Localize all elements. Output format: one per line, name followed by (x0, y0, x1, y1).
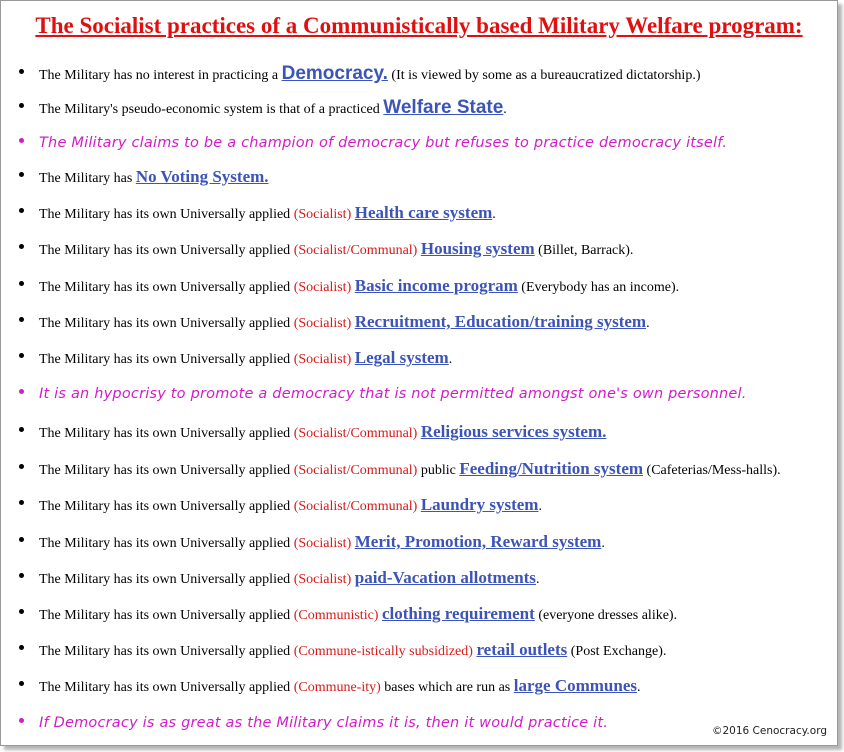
topic-link[interactable]: Recruitment, Education/training system (354, 312, 647, 331)
item-mid-text: bases which are run as (380, 680, 514, 695)
item-suffix: . (535, 572, 540, 587)
item-suffix: (Post Exchange). (567, 644, 667, 659)
item-prefix: The Military has its own Universally applied (39, 207, 294, 222)
item-suffix: . (646, 316, 650, 331)
item-suffix: . (503, 102, 507, 117)
item-prefix: The Military has its own Universally applied (39, 316, 294, 331)
item-prefix: The Military has its own Universally applied (39, 644, 294, 659)
item-mid-text: public (417, 463, 460, 478)
item-prefix: The Military has (39, 171, 136, 186)
category-label: (Commune-ity) (293, 680, 381, 695)
item-suffix: . (448, 352, 453, 367)
bullet-icon (19, 681, 24, 686)
list-item-text (39, 640, 666, 662)
item-prefix: The Military's pseudo-economic system is that of a practiced (39, 102, 384, 117)
item-suffix: (everyone dresses alike). (534, 608, 678, 623)
item-suffix: . (538, 499, 542, 514)
item-suffix: (It is viewed by some as a bureaucratized dictatorship.) (387, 68, 701, 83)
category-label: (Communistic) (293, 608, 379, 623)
list-item-text (39, 532, 605, 554)
item-suffix: (Everybody has an income). (517, 280, 680, 295)
bullet-icon (19, 244, 24, 249)
item-prefix: The Military has its own Universally applied (39, 352, 294, 367)
statement-text: If Democracy is as great as the Military claims it is, then it would practice it. (39, 715, 609, 731)
topic-link[interactable]: Merit, Promotion, Reward system (354, 532, 602, 551)
item-prefix: The Military has its own Universally applied (39, 463, 294, 478)
topic-link[interactable]: Health care system (354, 203, 493, 222)
item-prefix: The Military has its own Universally applied (39, 608, 294, 623)
list-item-text (39, 203, 496, 225)
list-item-text (39, 459, 781, 481)
item-prefix: The Military has its own Universally applied (39, 243, 294, 258)
item-prefix: The Military has no interest in practicing a (39, 68, 282, 83)
list-item-text (39, 167, 269, 189)
item-suffix: . (492, 207, 496, 222)
item-prefix: The Military has its own Universally applied (39, 280, 294, 295)
bullet-icon (19, 317, 24, 322)
bullet-icon (19, 537, 24, 542)
bullet-icon (19, 208, 24, 213)
list-item-text (39, 133, 727, 153)
item-prefix: The Military has its own Universally applied (39, 536, 294, 551)
bullet-icon (19, 464, 24, 469)
bullet-icon (19, 573, 24, 578)
list-item-text (39, 312, 650, 334)
statement-text: The Military claims to be a champion of democracy but refuses to practice democracy itself. (39, 135, 728, 151)
topic-link[interactable]: Democracy. (281, 63, 388, 84)
list-item-text (39, 676, 640, 698)
list-item-text (39, 348, 452, 370)
topic-link[interactable]: Basic income program (354, 276, 518, 295)
item-suffix: . (636, 680, 641, 695)
item-prefix: The Military has its own Universally applied (39, 499, 294, 514)
category-label: (Socialist) (293, 352, 352, 367)
list-item-text (39, 604, 677, 626)
topic-link[interactable]: Housing system (420, 239, 535, 258)
list-item-text (39, 64, 700, 86)
list-item-text (39, 276, 679, 298)
topic-link[interactable]: Welfare State (383, 97, 504, 118)
bullet-icon (19, 353, 24, 358)
item-suffix: (Billet, Barrack). (534, 243, 634, 258)
bullet-icon (19, 389, 24, 394)
item-suffix: . (601, 536, 605, 551)
topic-link[interactable]: paid-Vacation allotments (354, 568, 536, 587)
bullet-icon (19, 645, 24, 650)
category-label: (Socialist) (293, 207, 352, 222)
topic-link[interactable]: Legal system (354, 348, 449, 367)
list-item-text (39, 713, 608, 733)
topic-link[interactable]: retail outlets (476, 640, 568, 659)
category-label: (Socialist) (293, 572, 352, 587)
category-label: (Socialist/Communal) (293, 499, 418, 514)
copyright-footer: ©2016 Cenocracy.org (711, 725, 827, 737)
item-prefix: The Military has its own Universally applied (39, 572, 294, 587)
topic-link[interactable]: large Communes (513, 676, 637, 695)
bullet-icon (19, 427, 24, 432)
bullet-icon (19, 500, 24, 505)
category-label: (Socialist) (293, 280, 352, 295)
category-label: (Socialist/Communal) (293, 426, 418, 441)
page-title: The Socialist practices of a Communistically based Military Welfare program: (35, 13, 803, 38)
list-item-text (39, 239, 633, 261)
list-item-text (39, 422, 606, 444)
bullet-icon (19, 172, 24, 177)
topic-link[interactable]: No Voting System. (135, 167, 269, 186)
list-item-text (39, 495, 542, 517)
category-label: (Socialist) (293, 316, 352, 331)
category-label: (Socialist/Communal) (293, 463, 418, 478)
bullet-icon (19, 69, 24, 74)
category-label: (Socialist) (293, 536, 352, 551)
item-prefix: The Military has its own Universally applied (39, 426, 294, 441)
topic-link[interactable]: clothing requirement (381, 604, 535, 623)
statement-text: It is an hypocrisy to promote a democracy that is not permitted amongst one's own personnel. (39, 386, 747, 402)
list-item-text (39, 568, 539, 590)
topic-link[interactable]: Feeding/Nutrition system (459, 459, 644, 478)
bullet-icon (19, 281, 24, 286)
list-item-text (39, 98, 507, 120)
category-label: (Socialist/Communal) (293, 243, 418, 258)
item-prefix: The Military has its own Universally applied (39, 680, 294, 695)
bullet-icon (19, 103, 24, 108)
topic-link[interactable]: Religious services system. (420, 422, 607, 441)
category-label: (Commune-istically subsidized) (293, 644, 473, 659)
topic-link[interactable]: Laundry system (420, 495, 539, 514)
bullet-icon (19, 718, 24, 723)
bullet-icon (19, 138, 24, 143)
list-item-text (39, 384, 747, 404)
bullet-icon (19, 609, 24, 614)
item-suffix: (Cafeterias/Mess-halls). (643, 463, 781, 478)
